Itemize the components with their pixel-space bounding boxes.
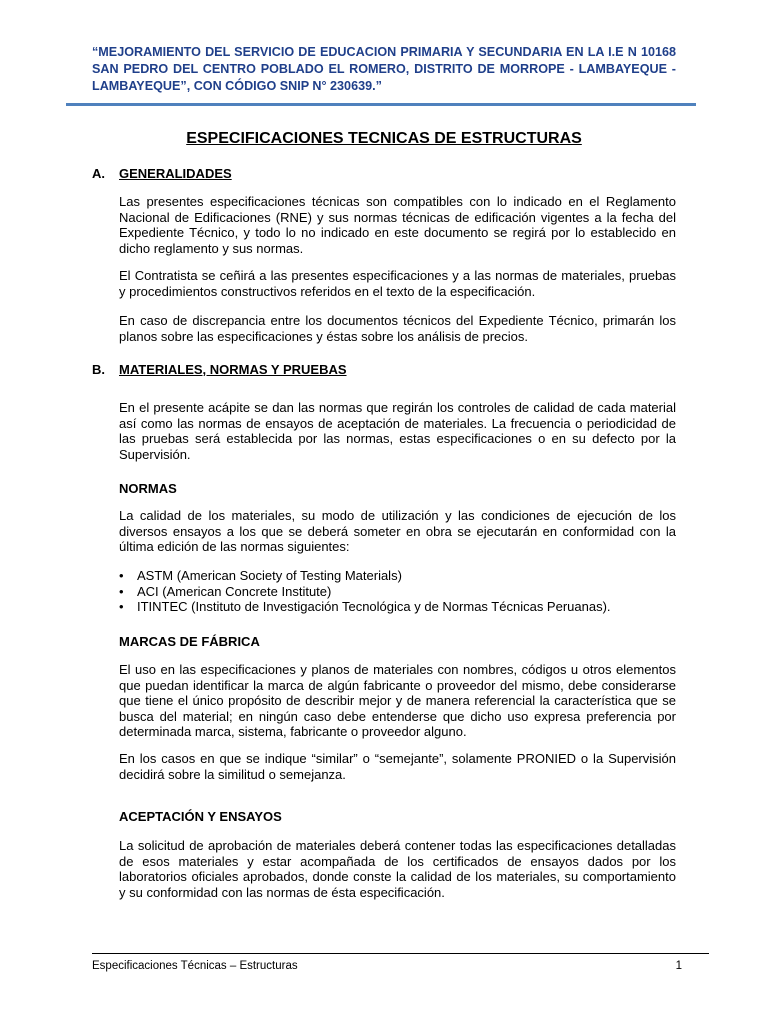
section-b-letter: B. [92,362,105,377]
document-title: ESPECIFICACIONES TECNICAS DE ESTRUCTURAS [186,130,582,147]
section-a-paragraph-2: El Contratista se ceñirá a las presentes especificaciones y a las normas de materiales, pruebas y procedimientos constructivos referidos en el texto de la especificación. [119,268,676,299]
marcas-paragraph-1: El uso en las especificaciones y planos de materiales con nombres, códigos u otros elementos que puedan identificar la marca de algún fabricante o proveedor del mismo, debe considerarse que tiene el único propósito de describir mejor y de manera referencial la característica que se busca del material; en ningún caso debe entenderse que dicho uso expresa preferencia por determinada marca, sistema, fabricante o proveedor alguno. [119,662,676,739]
footer-document-label: Especificaciones Técnicas – Estructuras [92,960,298,972]
aceptacion-paragraph: La solicitud de aprobación de materiales deberá contener todas las especificaciones detalladas de esos materiales y estar acompañada de los certificados de ensayos dados por los laboratorios oficiales aprobados, donde conste la calidad de los materiales, su comportamiento y su conformidad con las normas de ésta especificación. [119,838,676,900]
bullet-icon: • [119,599,124,614]
section-b-heading [92,362,347,378]
normas-paragraph: La calidad de los materiales, su modo de utilización y las condiciones de ejecución de los diversos ensayos a los que se deberá someter en obra se ejecutarán en conformidad con la última edición de las normas siguientes: [119,508,676,554]
footer-divider [92,953,709,954]
section-b-title: MATERIALES, NORMAS Y PRUEBAS [119,362,347,377]
list-item [119,568,611,584]
list-item-text: ITINTEC (Instituto de Investigación Tecnológica y de Normas Técnicas Peruanas). [137,599,611,614]
normas-list [119,568,611,615]
section-a-letter: A. [92,166,105,181]
section-b-intro: En el presente acápite se dan las normas que regirán los controles de calidad de cada material así como las normas de ensayos de aceptación de materiales. La frecuencia o periodicidad de las pruebas será establecida por las normas, estas especificaciones o en su defecto por la Supervisión. [119,400,676,462]
list-item [119,584,611,600]
aceptacion-heading: ACEPTACIÓN Y ENSAYOS [119,809,282,824]
section-a-paragraph-3: En caso de discrepancia entre los documentos técnicos del Expediente Técnico, primarán los planos sobre las especificaciones y éstas sobre los análisis de precios. [119,313,676,344]
section-a-title: GENERALIDADES [119,166,232,181]
list-item [119,599,611,615]
section-a-heading [92,166,232,182]
bullet-icon: • [119,568,124,583]
list-item-text: ACI (American Concrete Institute) [137,583,332,599]
marcas-paragraph-2: En los casos en que se indique “similar” o “semejante”, solamente PRONIED o la Supervisión decidirá sobre la similitud o semejanza. [119,751,676,782]
page-number: 1 [675,960,682,972]
bullet-icon: • [119,583,124,599]
list-item-text: ASTM (American Society of Testing Materials) [137,568,402,583]
normas-heading: NORMAS [119,481,177,496]
header-divider [66,103,696,106]
marcas-heading: MARCAS DE FÁBRICA [119,634,260,649]
section-a-paragraph-1: Las presentes especificaciones técnicas son compatibles con lo indicado en el Reglamento Nacional de Edificaciones (RNE) y sus normas técnicas de edificación vigentes a la fecha del Expediente Técnico, y todo lo no indicado en este documento se regirá por lo establecido en dicho reglamento y sus normas. [119,194,676,256]
project-header-title: “MEJORAMIENTO DEL SERVICIO DE EDUCACION PRIMARIA Y SECUNDARIA EN LA I.E N 10168 SAN PEDRO DEL CENTRO POBLADO EL ROMERO, DISTRITO DE MORROPE - LAMBAYEQUE - LAMBAYEQUE”, CON CÓDIGO SNIP N° 230639.” [92,45,676,93]
